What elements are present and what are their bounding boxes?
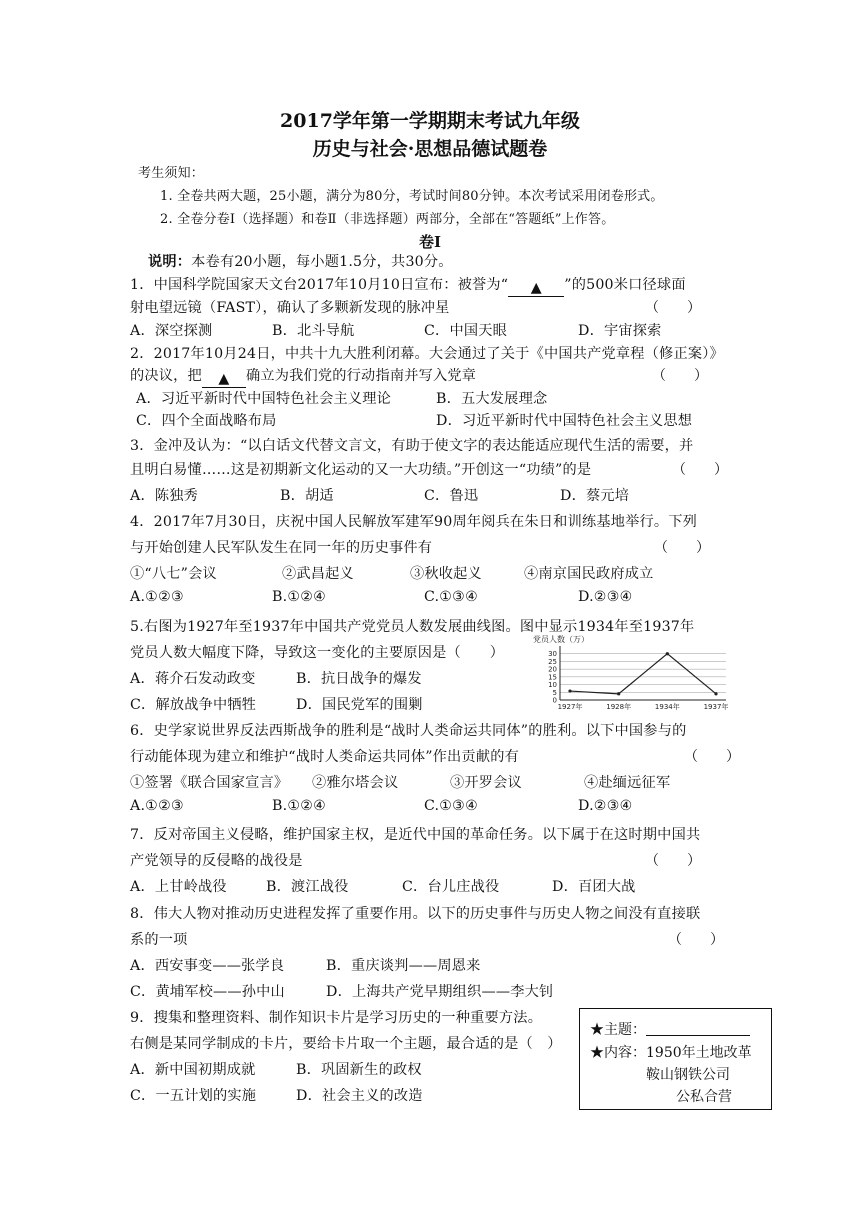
section-note-text: 本卷有20小题，每小题1.5分，共30分。	[191, 254, 453, 270]
q7-option-c: C．台儿庄战役	[402, 879, 500, 895]
q4-option-d: D.②③④	[578, 589, 633, 605]
knowledge-card	[579, 1008, 772, 1110]
exam-title-line2: 历史与社会·思想品德试题卷	[312, 138, 548, 160]
q6-option-a: A.①②③	[130, 798, 184, 814]
q1-option-b: B．北斗导航	[272, 323, 355, 339]
q8-option-a: A．西安事变——张学良	[130, 958, 285, 974]
q7-option-a: A．上甘岭战役	[130, 879, 227, 895]
q8-option-b: B．重庆谈判——周恩来	[326, 958, 481, 974]
q6-stem-line1: 6．史学家说世界反法西斯战争的胜利是“战时人类命运共同体”的胜利。以下中国参与的	[130, 723, 687, 739]
card-theme-label: ★主题：	[590, 1022, 646, 1038]
chart-data-point	[714, 692, 717, 695]
q4-option-a: A.①②③	[130, 589, 184, 605]
q2-stem-line2	[130, 365, 476, 388]
q5-stem-line1: 5.右图为1927年至1937年中国共产党党员人数发展曲线图。图中显示1934年至1937年	[130, 619, 695, 635]
q1-option-d: D．宇宙探索	[578, 323, 662, 339]
chart-x-tick-label: 1927年	[557, 703, 583, 711]
chart-title: 党员人数（万）	[533, 635, 589, 644]
q2-option-b: B．五大发展理念	[436, 391, 548, 407]
q5-option-b: B．抗日战争的爆发	[296, 671, 422, 687]
chart-data-point	[666, 652, 669, 655]
q4-item-2: ②武昌起义	[282, 566, 354, 582]
q2-option-d: D．习近平新时代中国特色社会主义思想	[436, 413, 693, 429]
q2-blank: ▲	[202, 371, 246, 388]
chart-x-tick-label: 1937年	[703, 703, 729, 711]
q4-stem-line2: 与开始创建人民军队发生在同一年的历史事件有	[130, 540, 433, 556]
q9-option-a: A．新中国初期成就	[130, 1062, 256, 1078]
q5-option-d: D．国民党军的围剿	[296, 697, 423, 713]
card-content-line1: 1950年土地改革	[646, 1045, 752, 1061]
chart-y-tick-label: 25	[548, 657, 557, 666]
chart-y-tick-label: 5	[552, 688, 557, 697]
q6-option-d: D.②③④	[578, 798, 633, 814]
q7-answer-paren: （ ）	[645, 853, 701, 869]
q9-stem-line1: 9．搜集和整理资料、制作知识卡片是学习历史的一种重要方法。	[130, 1010, 543, 1026]
chart-y-tick-label: 30	[548, 650, 557, 659]
chart-y-tick-label: 0	[552, 696, 557, 705]
q9-option-d: D．社会主义的改造	[296, 1088, 423, 1104]
q8-stem-line2: 系的一项	[130, 932, 188, 948]
q3-option-c: C．鲁迅	[424, 488, 479, 504]
q6-answer-paren: （ ）	[684, 749, 740, 765]
chart-y-tick-label: 20	[548, 665, 557, 674]
chart-x-tick-label: 1934年	[654, 703, 680, 711]
q1-option-a: A．深空探测	[130, 323, 213, 339]
q4-item-3: ③秋收起义	[410, 566, 482, 582]
q8-answer-paren: （ ）	[668, 932, 724, 948]
card-content-line3: 公私合营	[676, 1089, 732, 1105]
q1-option-c: C．中国天眼	[424, 323, 507, 339]
q1-blank: ▲	[508, 280, 564, 297]
q3-option-a: A．陈独秀	[130, 488, 198, 504]
q8-option-d: D．上海共产党早期组织——李大钊	[326, 984, 554, 1000]
q5-option-a: A．蒋介石发动政变	[130, 671, 256, 687]
card-content-row	[590, 1042, 752, 1062]
q7-option-b: B．渡江战役	[266, 879, 349, 895]
q2-stem-pre: 的决议，把	[130, 368, 202, 384]
notice-heading: 考生须知：	[138, 166, 205, 181]
q1-stem-line2: 射电望远镜（FAST），确认了多颗新发现的脉冲星	[130, 300, 450, 316]
section-note	[148, 251, 453, 271]
party-members-line-chart	[530, 632, 730, 712]
q9-option-c: C．一五计划的实施	[130, 1088, 257, 1104]
q6-item-2: ②雅尔塔会议	[312, 775, 399, 791]
q6-option-b: B.①②④	[272, 798, 327, 814]
q1-stem-line1	[130, 274, 686, 297]
q3-stem-line1: 3．金冲及认为：“以白话文代替文言文，有助于使文字的表达能适应现代生活的需要，并	[130, 438, 694, 454]
q3-option-b: B．胡适	[280, 488, 334, 504]
exam-title-line1: 2017学年第一学期期末考试九年级	[280, 110, 580, 132]
chart-data-point	[568, 689, 571, 692]
q9-stem-line2: 右侧是某同学制成的卡片，要给卡片取一个主题，最合适的是（ ）	[130, 1036, 562, 1052]
q6-option-c: C.①③④	[424, 798, 479, 814]
card-content-label: ★内容：	[590, 1045, 646, 1061]
q2-answer-paren: （ ）	[652, 368, 708, 384]
q3-option-d: D．蔡元培	[560, 488, 630, 504]
q4-item-4: ④南京国民政府成立	[524, 566, 654, 582]
q2-stem-line1: 2．2017年10月24日，中共十九大胜利闭幕。大会通过了关于《中国共产党章程（修正案）》	[130, 346, 724, 362]
q6-stem-line2: 行动能体现为建立和维护“战时人类命运共同体”作出贡献的有	[130, 749, 519, 765]
q2-option-a: A．习近平新时代中国特色社会主义理论	[136, 391, 392, 407]
q3-stem-line2: 且明白易懂……这是初期新文化运动的又一大功绩。”开创这一“功绩”的是	[130, 462, 592, 478]
section-note-label: 说明：	[148, 254, 192, 270]
q3-answer-paren: （ ）	[672, 462, 728, 478]
q7-option-d: D．百团大战	[552, 879, 636, 895]
chart-data-point	[617, 692, 620, 695]
q2-option-c: C．四个全面战略布局	[136, 413, 277, 429]
chart-x-tick-label: 1928年	[606, 703, 632, 711]
q8-option-c: C．黄埔军校——孙中山	[130, 984, 285, 1000]
q9-option-b: B．巩固新生的政权	[296, 1062, 422, 1078]
q4-item-1: ①“八七”会议	[130, 566, 217, 582]
notice-item-2: 2. 全卷分卷Ⅰ（选择题）和卷Ⅱ（非选择题）两部分，全部在“答题纸”上作答。	[160, 212, 615, 227]
q4-answer-paren: （ ）	[654, 540, 710, 556]
q4-option-b: B.①②④	[272, 589, 327, 605]
q8-stem-line1: 8．伟大人物对推动历史进程发挥了重要作用。以下的历史事件与历史人物之间没有直接联	[130, 906, 701, 922]
q1-stem-pre: 1．中国科学院国家天文台2017年10月10日宣布：被誉为“	[130, 277, 509, 293]
q2-stem-post: 确立为我们党的行动指南并写入党章	[245, 368, 477, 384]
q6-item-1: ①签署《联合国家宣言》	[130, 775, 289, 791]
card-theme-row	[590, 1019, 750, 1039]
chart-y-tick-label: 10	[548, 681, 557, 690]
chart-series-line	[570, 654, 716, 694]
q7-stem-line2: 产党领导的反侵略的战役是	[130, 853, 303, 869]
card-theme-blank	[646, 1021, 750, 1036]
q4-option-c: C.①③④	[424, 589, 479, 605]
q6-item-4: ④赴缅远征军	[584, 775, 671, 791]
card-content-line2: 鞍山钢铁公司	[646, 1067, 730, 1083]
q1-stem-post: ”的500米口径球面	[564, 277, 686, 293]
q5-stem-line2: 党员人数大幅度下降，导致这一变化的主要原因是（ ）	[130, 645, 505, 661]
q7-stem-line1: 7．反对帝国主义侵略，维护国家主权，是近代中国的革命任务。以下属于在这时期中国共	[130, 827, 701, 843]
q6-item-3: ③开罗会议	[450, 775, 522, 791]
notice-item-1: 1. 全卷共两大题，25小题，满分为80分，考试时间80分钟。本次考试采用闭卷形式。	[160, 189, 664, 204]
q5-option-c: C．解放战争中牺牲	[130, 697, 257, 713]
section-title: 卷Ⅰ	[418, 233, 442, 251]
chart-y-tick-label: 15	[548, 673, 557, 682]
q4-stem-line1: 4．2017年7月30日，庆祝中国人民解放军建军90周年阅兵在朱日和训练基地举行。下列	[130, 514, 698, 530]
q1-answer-paren: （ ）	[645, 300, 701, 316]
